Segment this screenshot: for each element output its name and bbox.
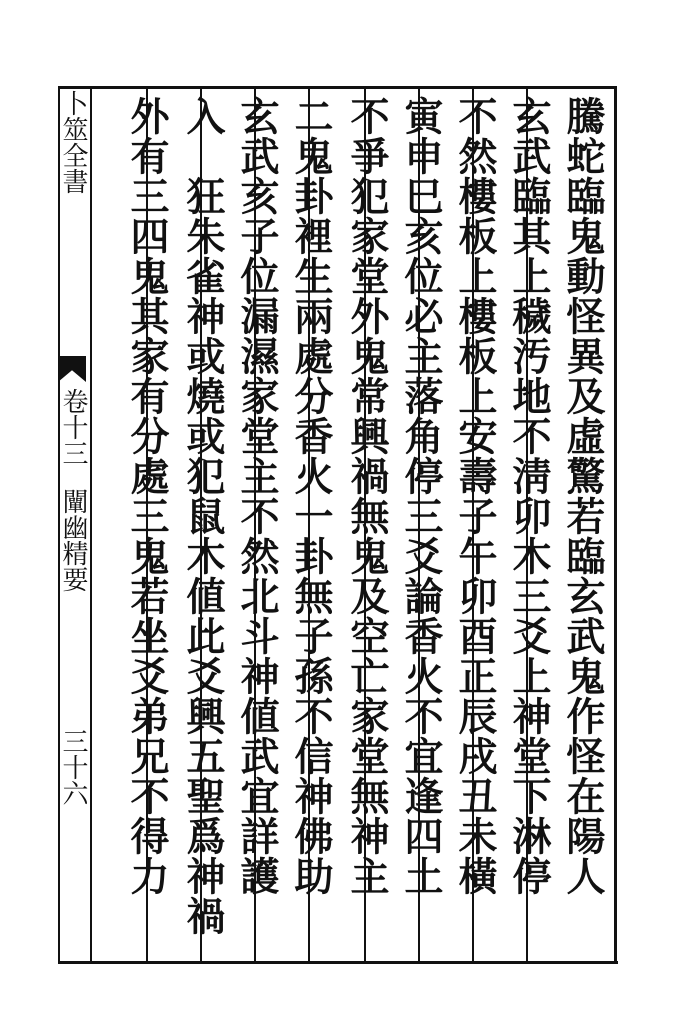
- margin-book-title: 卜筮全書: [58, 90, 88, 194]
- text-column-4: 寅申巳亥位必主落角停三爻論香火不宜逢四土: [398, 96, 444, 896]
- frame-top-rule: [58, 86, 616, 89]
- fishtail-mark: [58, 356, 86, 382]
- text-column-6: 二鬼卦裡生兩處分香火一卦無子孫不信神佛助: [288, 96, 334, 896]
- text-column-8: 入 狂朱雀神或燒或犯鼠木値此爻興五聖爲神禍: [180, 96, 226, 936]
- column-separator: [90, 86, 92, 964]
- text-column-1: 騰蛇臨鬼動怪異及虛驚若臨玄武鬼作怪在陽人: [560, 96, 606, 896]
- text-column-3: 不然樓板上樓板上安壽子午卯酉正辰戌丑未橫: [452, 96, 498, 896]
- text-column-5: 不爭犯家堂外鬼常興禍無鬼及空亡家堂無神主: [344, 96, 390, 896]
- frame-right-rule: [614, 86, 617, 964]
- margin-folio: 三十六: [58, 728, 88, 806]
- text-column-2: 玄武臨其上穢汚地不淸卯木三爻上神堂下淋停: [506, 96, 552, 896]
- margin-volume: 卷十三: [58, 388, 88, 466]
- frame-bottom-rule: [58, 961, 618, 964]
- text-column-9: 外有三四鬼其家有分處三鬼若坐爻弟兄不得力: [124, 96, 170, 896]
- margin-section: 闡幽精要: [58, 488, 88, 592]
- text-column-7: 玄武亥子位漏濕家堂主不然北斗神値武宜詳護: [234, 96, 280, 896]
